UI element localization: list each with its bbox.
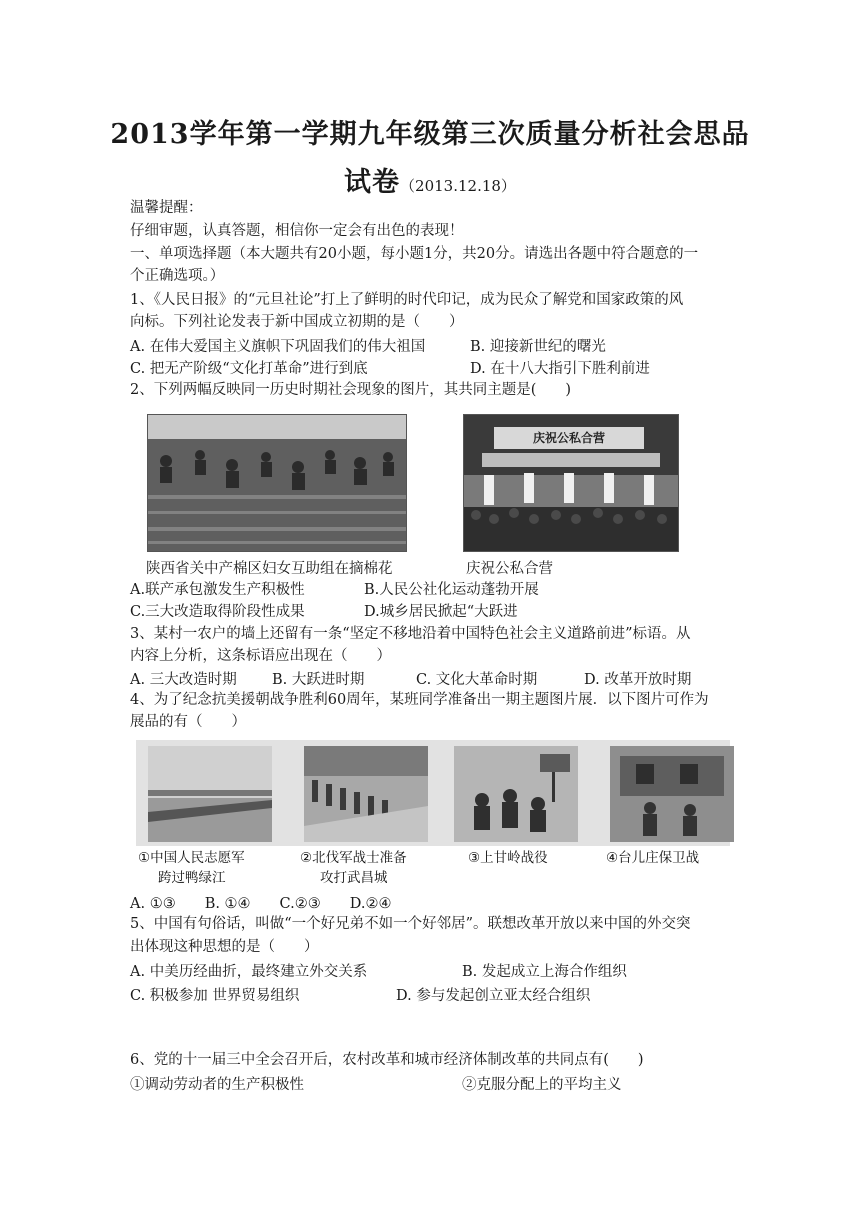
taierzhuang-battle-photo xyxy=(610,746,734,842)
exam-title-tail: 试卷 xyxy=(344,167,401,198)
q5-option-d: D. 参与发起创立亚太经合组织 xyxy=(396,988,591,1004)
banner-text: 庆祝公私合营 xyxy=(532,431,605,445)
q1-option-b: B. 迎接新世纪的曙光 xyxy=(470,339,606,355)
q2-option-a: A.联产承包激发生产积极性 xyxy=(130,582,305,598)
q6-item-1: ①调动劳动者的生产积极性 xyxy=(130,1077,304,1093)
q4-caption-4: ④台儿庄保卫战 xyxy=(606,850,700,866)
q5-stem: 5、中国有句俗话，叫做“一个好兄弟不如一个好邻居”。联想改革开放以来中国的外交突 xyxy=(130,916,691,932)
q3-option-a: A. 三大改造时期 xyxy=(130,672,237,688)
section-instructions-cont: 个正确选项。） xyxy=(130,268,225,284)
q2-option-d: D.城乡居民掀起“大跃进 xyxy=(364,604,518,620)
northern-expedition-photo xyxy=(304,746,428,842)
q4-caption-1-cont: 跨过鸭绿江 xyxy=(158,870,226,886)
q5-stem-cont: 出体现这种思想的是（ ） xyxy=(130,939,319,955)
exam-date: （2013.12.18） xyxy=(400,177,516,195)
q2-caption-right: 庆祝公私合营 xyxy=(466,561,553,577)
q6-item-2: ②克服分配上的平均主义 xyxy=(462,1077,622,1093)
q1-option-d: D. 在十八大指引下胜利前进 xyxy=(470,361,650,377)
q3-option-c: C. 文化大革命时期 xyxy=(416,672,538,688)
q1-option-a: A. 在伟大爱国主义旗帜下巩固我们的伟大祖国 xyxy=(130,339,426,355)
q1-option-c: C. 把无产阶级“文化打革命”进行到底 xyxy=(130,361,368,377)
q3-option-b: B. 大跃进时期 xyxy=(272,672,365,688)
q2-option-b: B.人民公社化运动蓬勃开展 xyxy=(364,582,539,598)
q2-option-c: C.三大改造取得阶段性成果 xyxy=(130,604,305,620)
q3-stem-cont: 内容上分析，这条标语应出现在（ ） xyxy=(130,648,391,664)
q4-photo-strip xyxy=(136,740,730,846)
yalu-river-photo xyxy=(148,746,272,842)
exam-title: 2013学年第一学期九年级第三次质量分析社会思品 xyxy=(110,119,750,150)
q4-caption-3: ③上甘岭战役 xyxy=(468,850,548,866)
q5-option-c: C. 积极参加 世界贸易组织 xyxy=(130,988,300,1004)
joint-venture-celebration-photo xyxy=(463,414,679,552)
q3-stem: 3、某村一农户的墙上还留有一条“坚定不移地沿着中国特色社会主义道路前进”标语。从 xyxy=(130,626,691,642)
q1-stem-cont: 向标。下列社论发表于新中国成立初期的是（ ） xyxy=(130,314,464,330)
q4-stem: 4、为了纪念抗美援朝战争胜利60周年，某班同学准备出一期主题图片展．以下图片可作为 xyxy=(130,692,709,708)
q3-option-d: D. 改革开放时期 xyxy=(584,672,692,688)
q1-stem: 1、《人民日报》的“元旦社论”打上了鲜明的时代印记，成为民众了解党和国家政策的风 xyxy=(130,292,684,308)
q4-options: A. ①③ B. ①④ C.②③ D.②④ xyxy=(130,896,392,912)
q4-caption-2: ②北伐军战士准备 xyxy=(300,850,407,866)
section-instructions: 一、单项选择题（本大题共有20小题，每小题1分，共20分。请选出各题中符合题意的一 xyxy=(130,246,699,262)
exam-title-line2 xyxy=(0,160,860,199)
q2-stem: 2、下列两幅反映同一历史时期社会现象的图片，其共同主题是( ) xyxy=(130,382,572,398)
q5-option-a: A. 中美历经曲折，最终建立外交关系 xyxy=(130,964,368,980)
shangganling-battle-photo xyxy=(454,746,578,842)
q2-caption-left: 陕西省关中产棉区妇女互助组在摘棉花 xyxy=(146,561,393,577)
q4-caption-1: ①中国人民志愿军 xyxy=(138,850,245,866)
q6-stem: 6、党的十一届三中全会召开后，农村改革和城市经济体制改革的共同点有( ) xyxy=(130,1052,644,1068)
cotton-picking-photo xyxy=(147,414,407,552)
tip-text: 仔细审题，认真答题，相信你一定会有出色的表现！ xyxy=(130,223,464,239)
tip-label: 温馨提醒： xyxy=(130,200,203,216)
q4-caption-2-cont: 攻打武昌城 xyxy=(320,870,388,886)
q4-stem-cont: 展品的有（ ） xyxy=(130,714,246,730)
q5-option-b: B. 发起成立上海合作组织 xyxy=(462,964,627,980)
